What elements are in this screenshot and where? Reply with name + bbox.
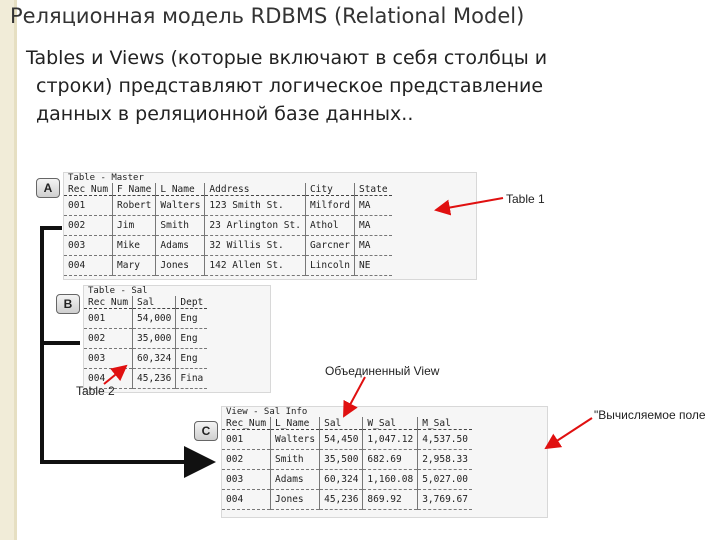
table-cell: 3,769.67 [418,490,472,510]
marker-b: B [56,294,80,314]
table-cell: Walters [271,430,320,450]
table-cell: Athol [305,216,354,236]
table-cell: Eng [176,329,207,349]
table2-arrow [104,366,126,384]
table-cell: Adams [156,236,205,256]
table-cell: Milford [305,196,354,216]
table-cell: 32 Willis St. [205,236,306,256]
marker-c: C [194,421,218,441]
table-cell: 002 [64,216,113,236]
table-cell: 001 [222,430,271,450]
table-caption: View - Sal Info [226,407,308,417]
table-cell: 45,236 [320,490,363,510]
table-cell: Jones [271,490,320,510]
table-cell: 682.69 [363,450,418,470]
table-caption: Table - Master [68,173,144,183]
table-cell: Mike [113,236,156,256]
table-cell: 002 [84,329,133,349]
table-cell: 003 [64,236,113,256]
table-cell: 003 [222,470,271,490]
column-header: State [354,183,391,196]
table-cell: Garcner [305,236,354,256]
column-header: L_Name [271,417,320,430]
table-cell: 45,236 [133,369,176,389]
table-cell: 23 Arlington St. [205,216,306,236]
column-header: F Name [113,183,156,196]
table-cell: 2,958.33 [418,450,472,470]
marker-a: A [36,178,60,198]
column-header: Rec_Num [222,417,271,430]
table-cell: 60,324 [320,470,363,490]
table-cell: MA [354,236,391,256]
table-cell: 002 [222,450,271,470]
table-cell: 54,000 [133,309,176,329]
column-header: M_Sal [418,417,472,430]
table-cell: 004 [64,256,113,276]
column-header: L Name [156,183,205,196]
table-cell: 1,160.08 [363,470,418,490]
column-header: City [305,183,354,196]
table-cell: Adams [271,470,320,490]
table-cell: 4,537.50 [418,430,472,450]
table-cell: 142 Allen St. [205,256,306,276]
column-header: Sal [133,296,176,309]
table-cell: MA [354,216,391,236]
table-cell: NE [354,256,391,276]
table-cell: 1,047.12 [363,430,418,450]
table-cell: Eng [176,349,207,369]
table-cell: Jim [113,216,156,236]
table-cell: 123 Smith St. [205,196,306,216]
table-cell: 54,450 [320,430,363,450]
body-line-2: строки) представляют логическое представление [36,75,544,97]
table-cell: Jones [156,256,205,276]
table-cell: 5,027.00 [418,470,472,490]
table-cell: Robert [113,196,156,216]
column-header: Address [205,183,306,196]
combined-view-arrow [344,377,365,416]
table-caption: Table - Sal [88,286,148,296]
column-header: Rec Num [84,296,133,309]
table-cell: Mary [113,256,156,276]
column-header: W_Sal [363,417,418,430]
body-line-3: данных в реляционной базе данных.. [36,103,414,125]
table-cell: 869.92 [363,490,418,510]
table-cell: 004 [84,369,133,389]
table2-label: Table 2 [76,384,115,398]
computed-field-arrow [546,418,592,448]
table-cell: 004 [222,490,271,510]
slide-title: Реляционная модель RDBMS (Relational Model) [10,4,525,28]
table-cell: 35,500 [320,450,363,470]
table-cell: 35,000 [133,329,176,349]
body-line-1: Tables и Views (которые включают в себя столбцы и [26,47,548,69]
table-cell: Lincoln [305,256,354,276]
table-cell: 001 [84,309,133,329]
table-cell: Walters [156,196,205,216]
table1-arrow [436,198,503,210]
table-cell: Smith [271,450,320,470]
table-cell: 001 [64,196,113,216]
table-cell: Fina [176,369,207,389]
table-cell: MA [354,196,391,216]
table-cell: Eng [176,309,207,329]
table-cell: Smith [156,216,205,236]
table-cell: 003 [84,349,133,369]
column-header: Sal [320,417,363,430]
table-cell: 60,324 [133,349,176,369]
computed-field-label: "Вычисляемое поле [594,408,706,422]
table1-label: Table 1 [506,192,545,206]
combined-view-label: Объединенный View [325,364,440,378]
column-header: Rec Num [64,183,113,196]
column-header: Dept [176,296,207,309]
